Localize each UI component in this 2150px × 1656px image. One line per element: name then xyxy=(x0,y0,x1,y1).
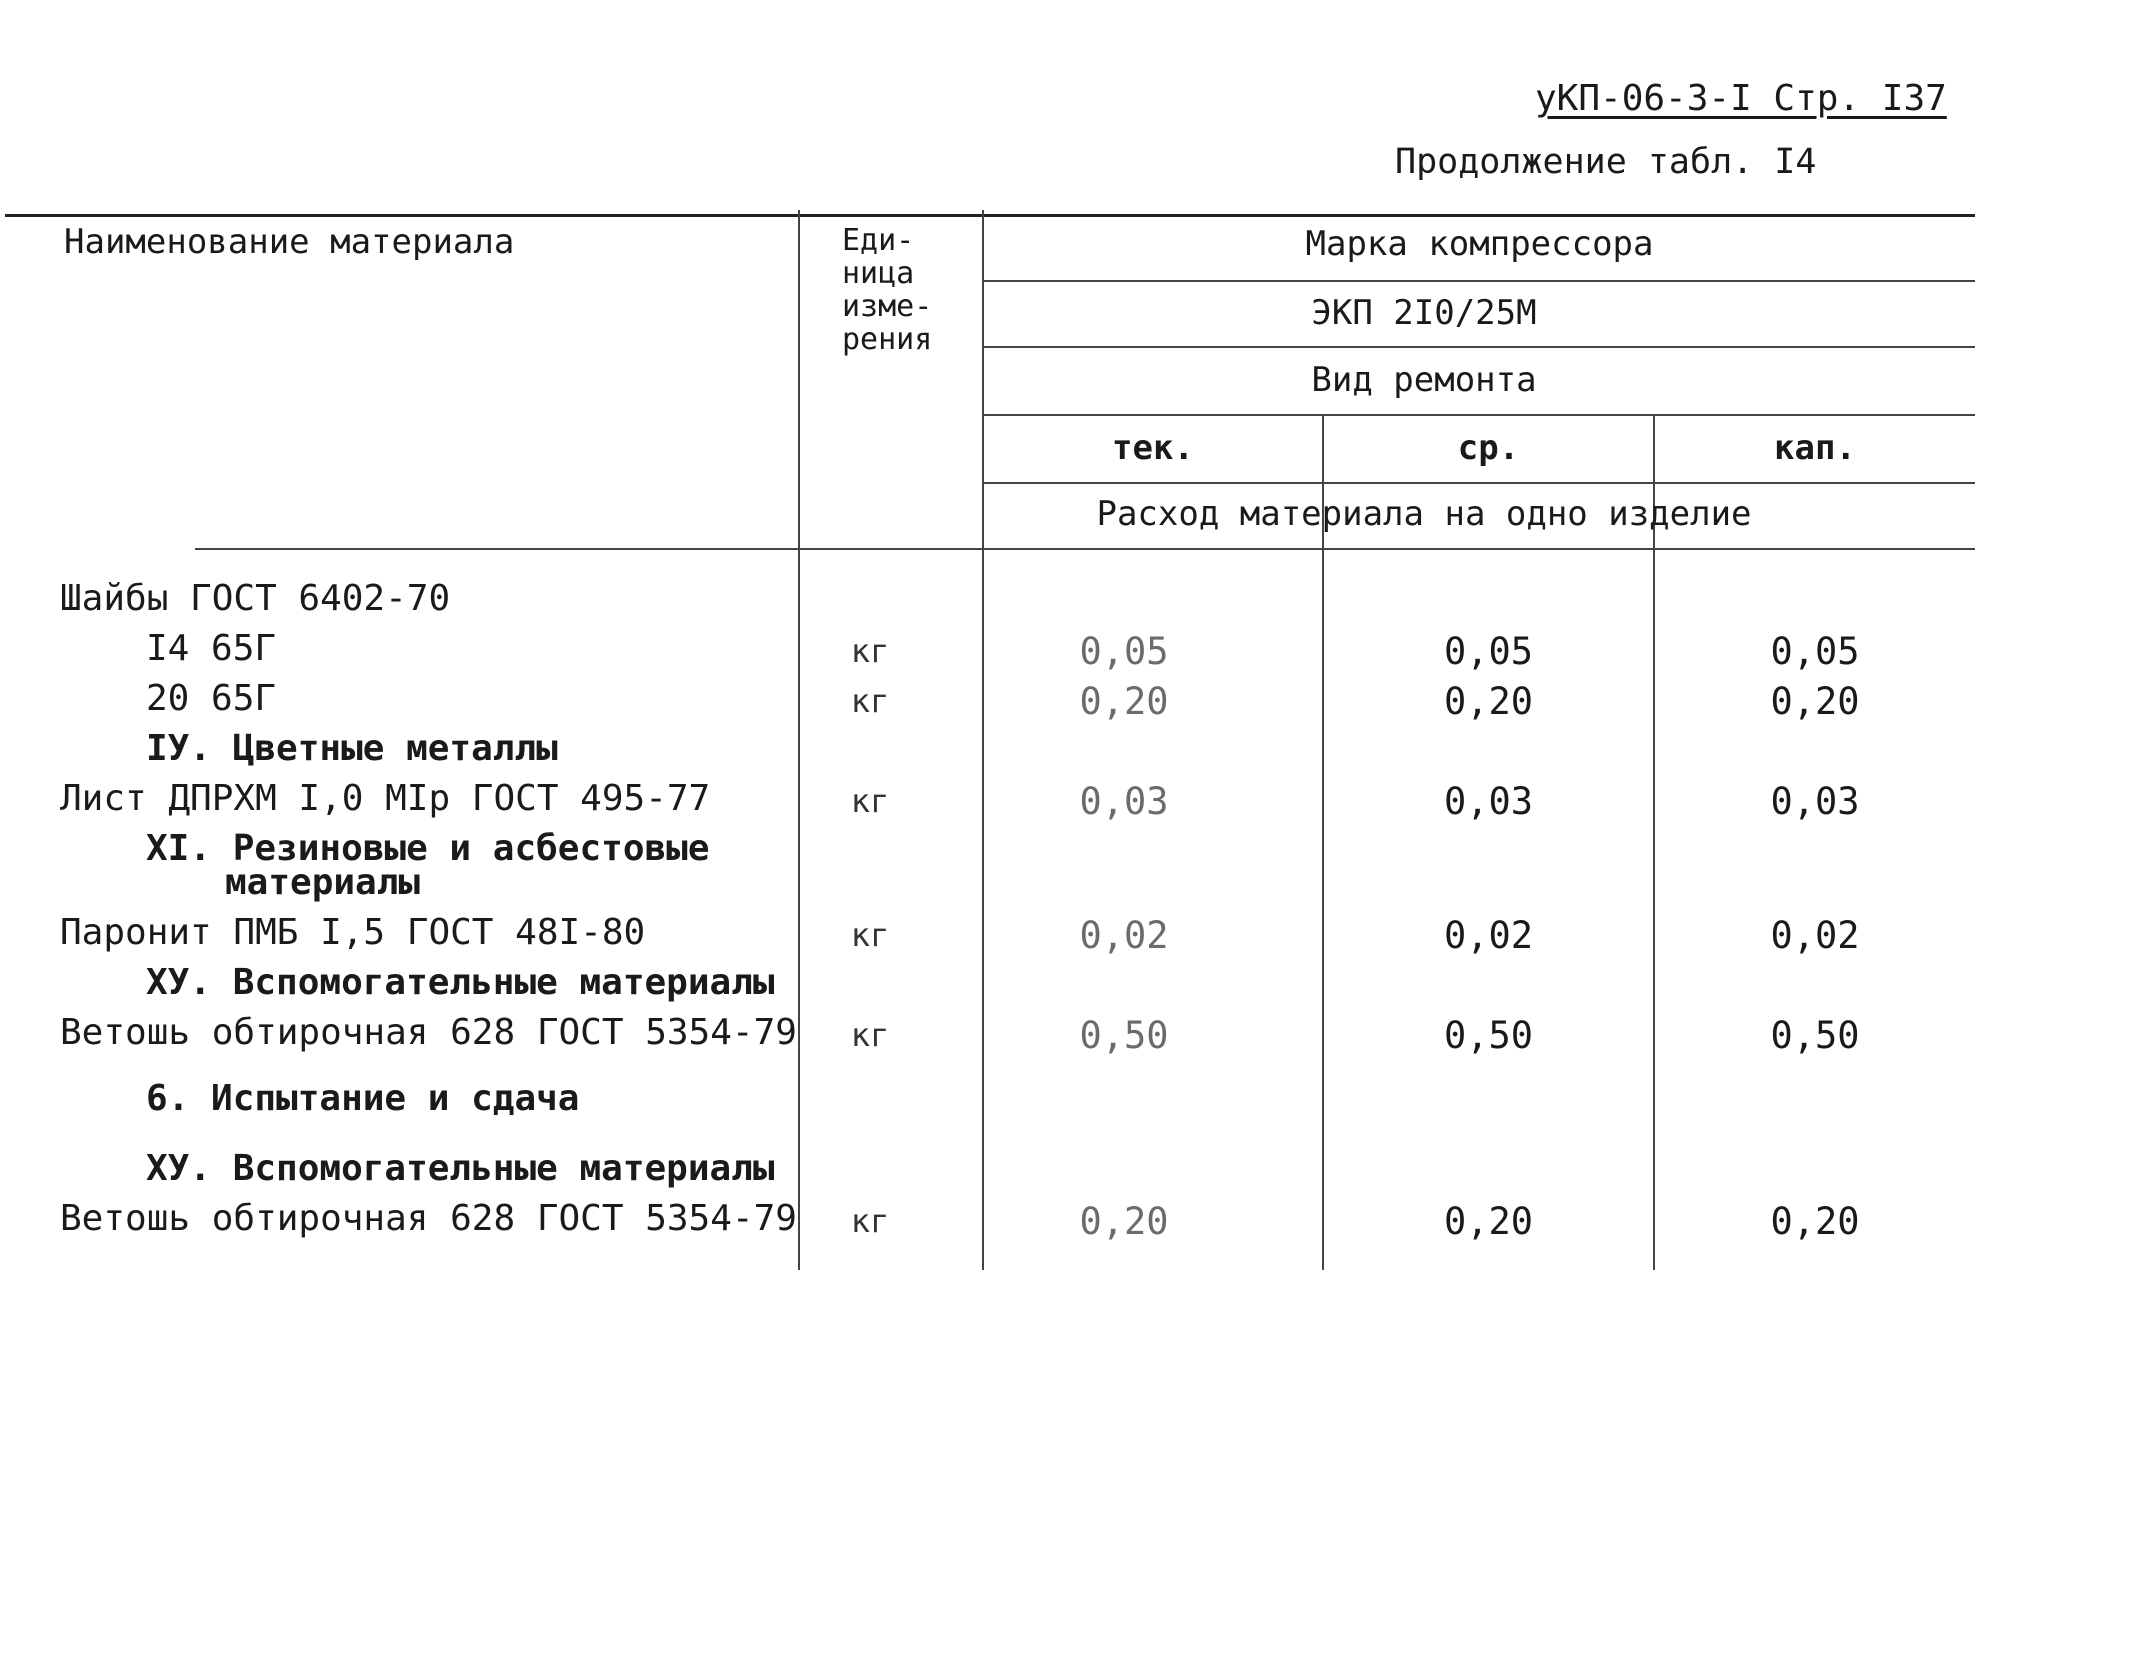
row-8-value-kap: 0,02 xyxy=(1770,914,1860,957)
header-compressor-brand: Марка компрессора xyxy=(1305,224,1654,264)
row-5-unit: кг xyxy=(850,782,890,820)
header-consumption: Расход материала на одно изделие xyxy=(1096,494,1752,534)
row-2-unit: кг xyxy=(850,632,890,670)
table-vline-unit xyxy=(798,210,800,1270)
rule-under-repair-cols xyxy=(984,482,1975,484)
row-5-material: Лист ДПРХМ I,0 МIр ГОСТ 495-77 xyxy=(60,778,711,819)
table-header-bottom-rule xyxy=(195,548,1975,550)
row-3-unit: кг xyxy=(850,682,890,720)
table-continuation-title: Продолжение табл. I4 xyxy=(1395,142,1817,182)
header-unit: Еди- ница изме- рения xyxy=(842,223,933,357)
row-5-value-tek: 0,03 xyxy=(1079,780,1169,823)
header-repair-type: Вид ремонта xyxy=(1311,360,1537,400)
row-13-unit: кг xyxy=(850,1202,890,1240)
row-6-material: XI. Резиновые и асбестовые xyxy=(146,828,710,869)
row-9-material: ХУ. Вспомогательные материалы xyxy=(146,962,775,1003)
header-repair-tek: тек. xyxy=(1112,428,1194,468)
row-8-unit: кг xyxy=(850,916,890,954)
table-top-rule xyxy=(5,214,1975,217)
row-10-value-kap: 0,50 xyxy=(1770,1014,1860,1057)
row-10-unit: кг xyxy=(850,1016,890,1054)
header-repair-sr: ср. xyxy=(1457,428,1520,468)
rule-under-brand xyxy=(984,280,1975,282)
row-10-material: Ветошь обтирочная 628 ГОСТ 5354-79 xyxy=(60,1012,797,1053)
header-compressor-model: ЭКП 2I0/25М xyxy=(1311,293,1537,333)
row-13-value-tek: 0,20 xyxy=(1079,1200,1169,1243)
row-5-value-kap: 0,03 xyxy=(1770,780,1860,823)
row-2-material: I4 65Г xyxy=(146,628,277,669)
rule-under-repair-type xyxy=(984,414,1975,416)
row-1-material: Шайбы ГОСТ 6402-70 xyxy=(60,578,451,619)
row-2-value-tek: 0,05 xyxy=(1079,630,1169,673)
row-3-value-tek: 0,20 xyxy=(1079,680,1169,723)
row-13-value-sr: 0,20 xyxy=(1443,1200,1534,1243)
row-7-material: материалы xyxy=(225,862,421,903)
row-4-material: IУ. Цветные металлы xyxy=(146,728,558,769)
row-13-value-kap: 0,20 xyxy=(1770,1200,1860,1243)
row-8-value-tek: 0,02 xyxy=(1079,914,1169,957)
row-5-value-sr: 0,03 xyxy=(1443,780,1534,823)
header-material: Наименование материала xyxy=(64,222,515,262)
row-8-material: Паронит ПМБ I,5 ГОСТ 48I-80 xyxy=(60,912,646,953)
row-10-value-tek: 0,50 xyxy=(1079,1014,1169,1057)
row-11-material: 6. Испытание и сдача xyxy=(146,1078,580,1119)
row-2-value-kap: 0,05 xyxy=(1770,630,1860,673)
row-8-value-sr: 0,02 xyxy=(1443,914,1534,957)
row-3-value-sr: 0,20 xyxy=(1443,680,1534,723)
row-13-material: Ветошь обтирочная 628 ГОСТ 5354-79 xyxy=(60,1198,797,1239)
row-12-material: ХУ. Вспомогательные материалы xyxy=(146,1148,775,1189)
header-repair-kap: кап. xyxy=(1774,428,1856,468)
row-2-value-sr: 0,05 xyxy=(1443,630,1534,673)
row-10-value-sr: 0,50 xyxy=(1443,1014,1534,1057)
table-vline-sr xyxy=(1322,414,1324,1270)
row-3-material: 20 65Г xyxy=(146,678,277,719)
document-code: уКП-06-3-I Стр. I37 xyxy=(1535,78,1947,119)
table-vline-kap xyxy=(1653,414,1655,1270)
row-3-value-kap: 0,20 xyxy=(1770,680,1860,723)
rule-under-model xyxy=(984,346,1975,348)
